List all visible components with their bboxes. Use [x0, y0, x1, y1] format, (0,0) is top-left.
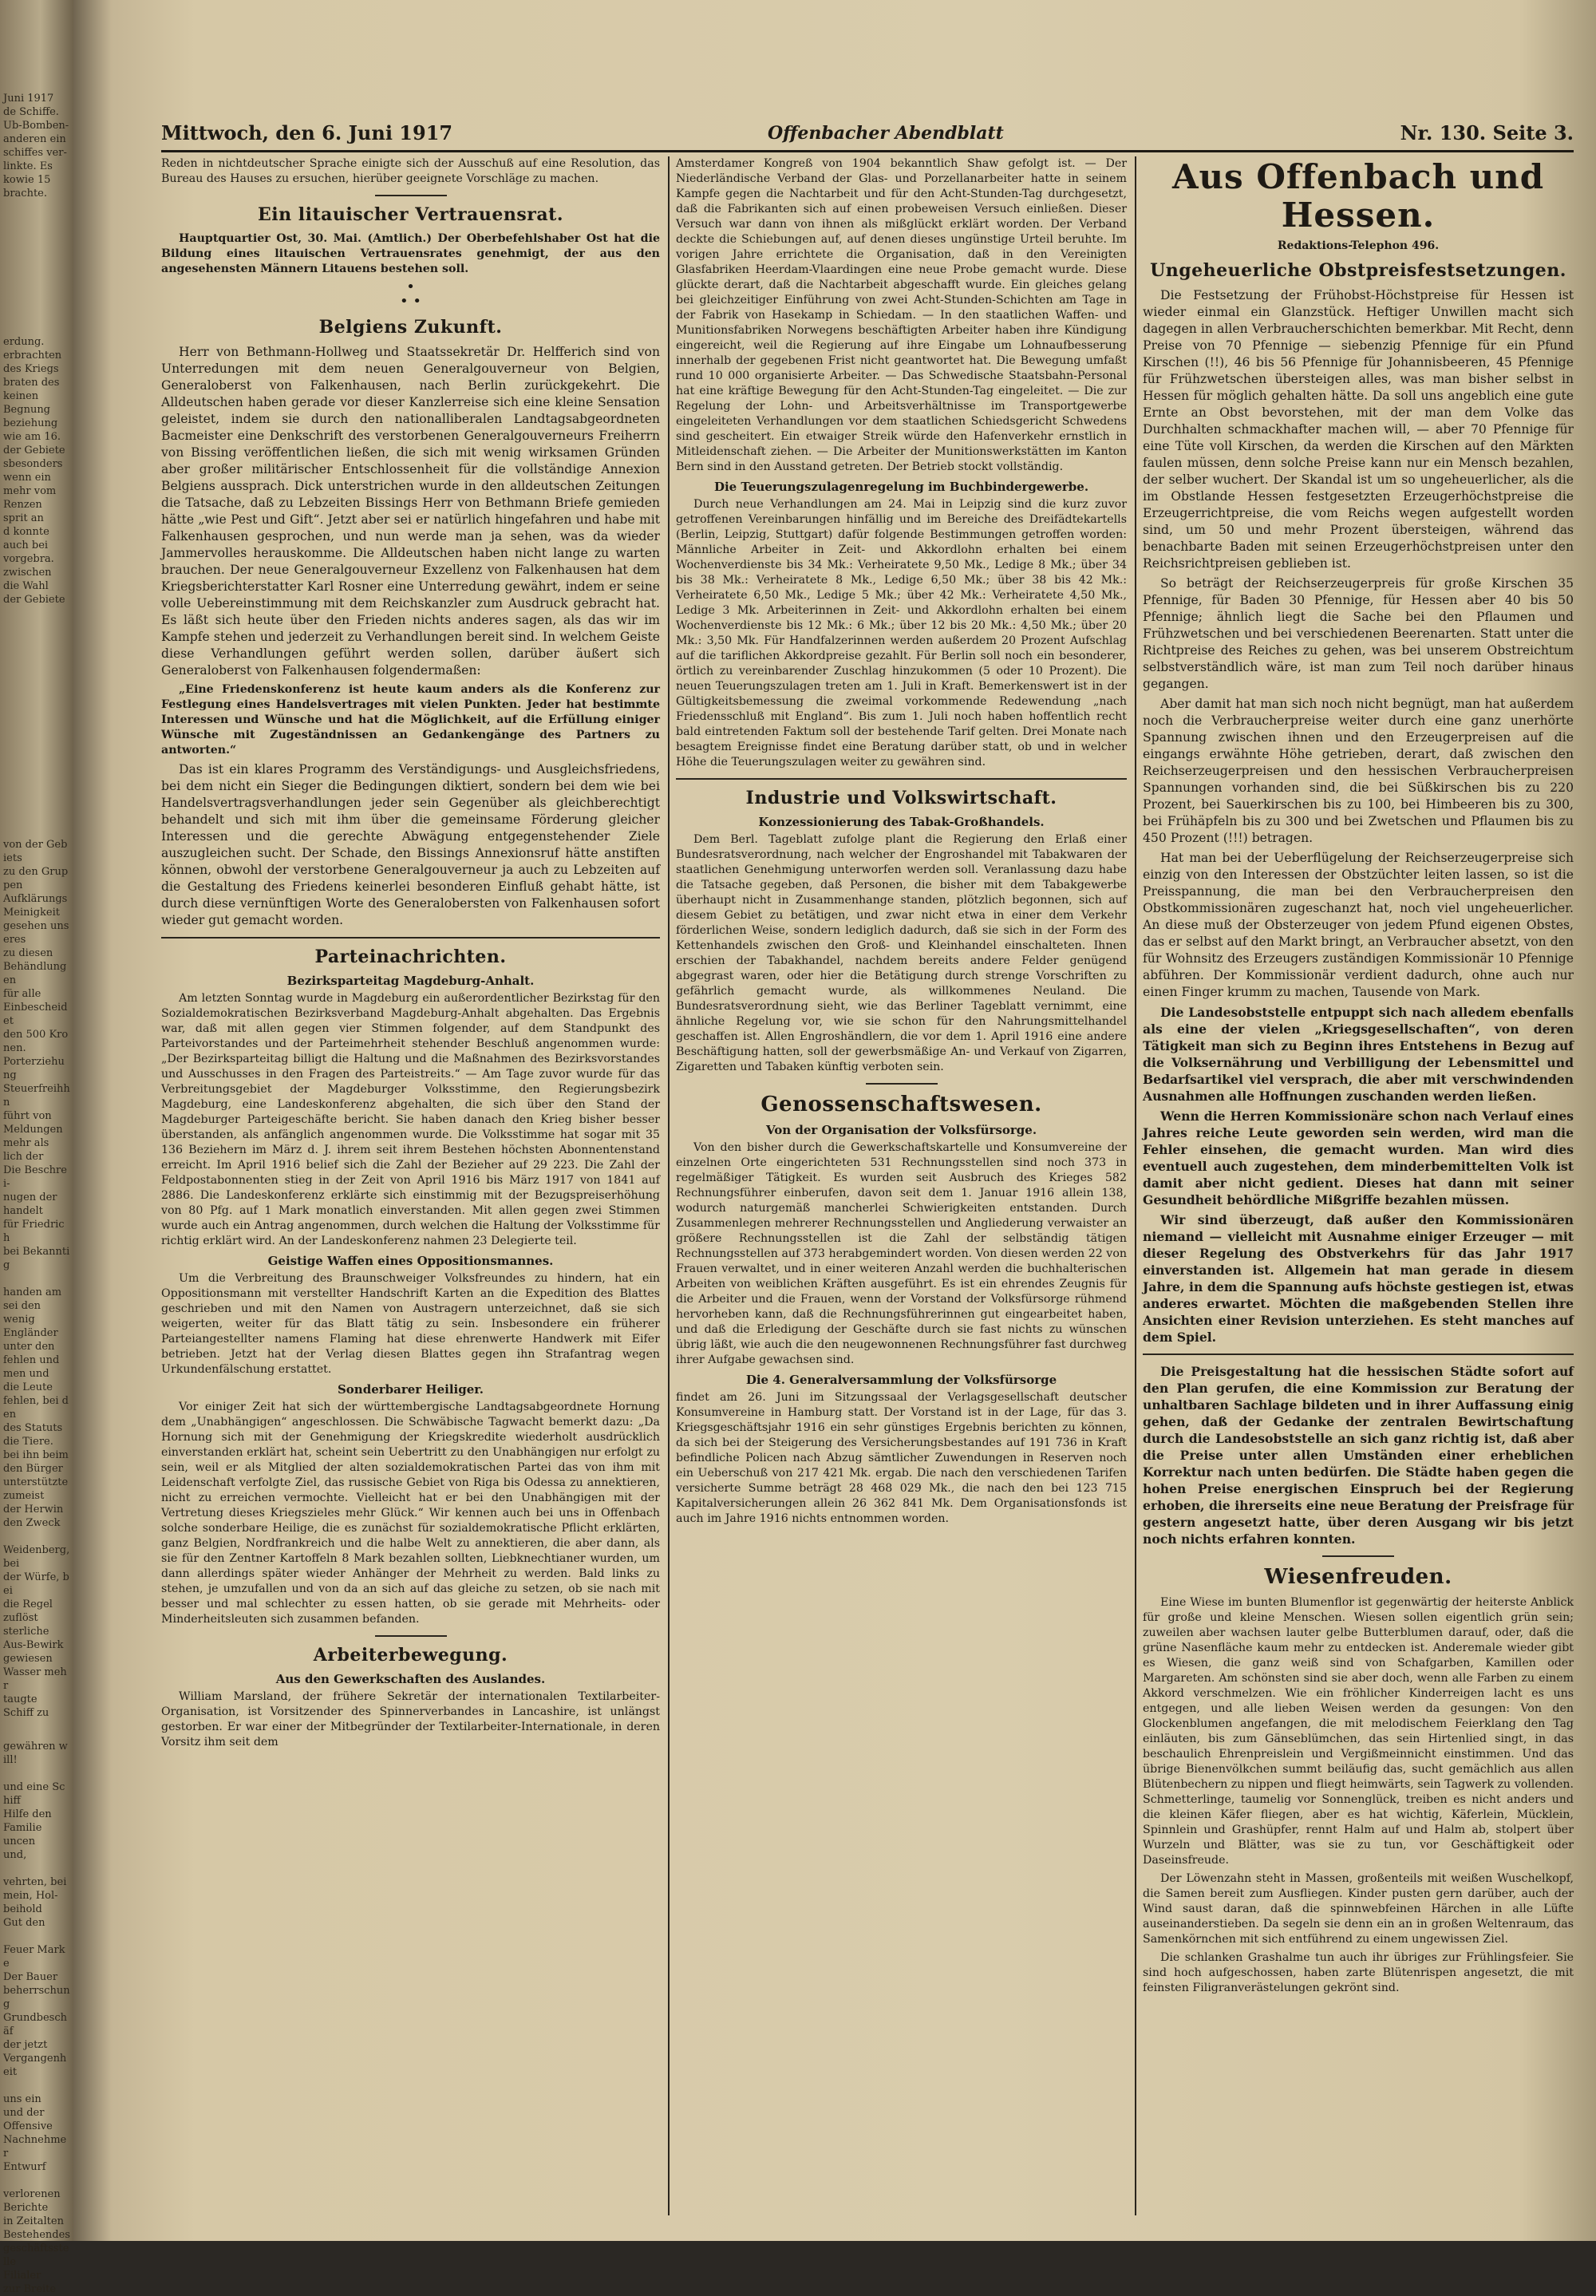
party-news-headline: Parteinachrichten. [314, 946, 507, 967]
prev-page-text-bottom: gewähren will! und eine Schiff Hilfe den Familie uncen und, vehrten, bei mein, Hol- beihold Gut den Feuer Marke Der Bauer beherrschung Grundbeschäf der jetzt Vergangenheit uns ein und der Offensive Nachnehmer Entwurf verlorenen Berichte in Zeitalten Bestehendes geschäftsstelle Filialer zur Breite [3, 1741, 70, 2295]
separator [1322, 1555, 1394, 1557]
belgium-paragraph-2: Das ist ein klares Programm des Verständigungs- und Ausgleichsfriedens, bei dem nicht ein Sieger die Bedingungen diktiert, sondern bei dem wie bei Handelsvertragsverhandlungen jeder sein Gegenüber als gleichberechtigt behandelt und sich mit ihm über die gemeinsame Förderung gleicher Interessen und die gerechte Abwägung entgegenstehender Ziele auszugleichen sucht. Der Schade, den Bissings Annexionsruf hätte anstiften können, obwohl der verstorbene Generalgouverneur ja auch zu Lebzeiten auf die Gestaltung des Friedens keinerlei besonderen Einfluß gehabt hätte, ist durch diese vernünftigen Worte des Generalobersten von Falkenhausen sofort wieder gut gemacht worden. [161, 762, 660, 927]
lit-headline: Ein litauischer Vertrauensrat. [258, 204, 563, 225]
labour-continued-paragraph: Amsterdamer Kongreß von 1904 bekanntlich Shaw gefolgt ist. — Der Niederländische Verband der Glas- und Porzellanarbeiter hatte in seinem Kampfe gegen die Nachtarbeit und für den Acht-Stunden-Tag durchgesetzt, daß die Fabrikanten sich auf einen probeweisen Versuch einließen. Dieser Versuch war dann von ihnen als mißglückt erklärt worden. Der Verband deckte die Schiebungen auf, auf denen dieses ungünstige Urteil beruhte. Im vorigen Jahre errichtete die Organisation, daß in den Vereinigten Glasfabriken Heerdam-Vlaardingen eine neue Probe gemacht wurde. Diese glückte derart, daß die Nachtarbeit abgeschafft wurde. Ein gleiches gelang bei gleichzeitiger Einführung von zwei Acht-Stunden-Schichten am Tage in der Fabrik von Hasekamp in Schiedam. — In den staatlichen Waffen- und Munitionsfabriken Norwegens beschäftigten Arbeiter haben ihre Kündigung eingereicht, weil die Regierung auf ihre Eingabe um Lohnaufbesserung innerhalb der gegebenen Frist nicht geantwortet hat. Die Bewegung umfaßt rund 10 000 organisierte Arbeiter. — Das Schwedische Staatsbahn-Personal hat eine kräftige Bewegung für den Acht-Stunden-Tag eingeleitet. — Die zur Regelung der Lohn- und Arbeitsverhältnisse im Transportgewerbe eingeleiteten Verhandlungen vor dem staatlichen Schiedsgericht Schwedens sind gescheitert. Ein etwaiger Streik würde den Hafenverkehr ernstlich in Mitleidenschaft ziehen. — Die Arbeiter der Munitionswerkstätten im Kanton Bern sind in den Ausstand getreten. Der Betrieb stockt vollständig. [676, 157, 1127, 473]
page-header [161, 118, 1574, 152]
fruit-paragraph-8: Die Preisgestaltung hat die hessischen Städte sofort auf den Plan gerufen, die eine Kommission zur Beratung der unhaltbaren Sachlage bildeten und in ihrer Auffassung einig gehen, daß der Gedanke der zentralen Bewirtschaftung durch die Landesobststelle an sich ganz richtig ist, daß aber die Preise unter allen Umständen einer erheblichen Korrektur nach unten bedürfen. Die Städte haben gegen die hohen Preise energischen Einspruch bei der Regierung erhoben, die ihrerseits eine neue Beratung der Preisfrage für gestern angesetzt hatte, über deren Ausgang wir bis jetzt noch nichts erfahren konnten. [1143, 1364, 1574, 1547]
prev-page-text-mid: erdung. erbrachten des Kriegs braten des keinen Begnung beziehung wie am 16. der Gebiete sbesonders wenn ein mehr vom Renzen sprit an d konnte auch bei vorgebra. zwischen die Wahl der Gebiete [3, 336, 65, 606]
separator [866, 1083, 938, 1085]
industry-subheading: Konzessionierung des Tabak-Großhandels. [758, 815, 1045, 829]
party-news-subheading: Bezirksparteitag Magdeburg-Anhalt. [286, 974, 535, 988]
meadow-paragraph-1: Eine Wiese im bunten Blumenflor ist gegenwärtig der heiterste Anblick für große und kleine Menschen. Wiesen sollen eigentlich grün sein; zuweilen aber wachsen lauter gelbe Butterblumen darauf, oder, daß die grüne Nasenfläche kaum mehr zu entdecken ist. Anderemale wieder gibt es Wiesen, die ganz weiß sind von Schafgarben, Kamillen oder Margareten. Am schönsten sind sie aber doch, wenn alle Farben zu einem Akkord verschmelzen. Wie ein fröhlicher Kinderreigen lacht es uns entgegen, und alle lieben Weisen werden da gesungen: Von den Glockenblumen angefangen, die mit melodischem Feierklang den Tag einläuten, bis zum Gänseblümchen, das sein Hirtenlied singt, in das beschaulich Ehrenpreislein und Vergißmeinnicht einstimmen. Und das übrige Bienenvölkchen summt beiläufig das, sucht gemächlich aus allen Blütenbechern zu nippen und fliegt heimwärts, sein Tagwerk zu vollenden. Schmetterlinge, taumelig vor Sonnenglück, treiben es nicht anders und die kleinen Käfer fliegen, aber es hat wichtig, Käferlein, Mücklein, Spinnlein und Grashüpfer, rennt Halm auf und Halm ab, stolpert über Wurzeln und Blätter, was sie zu tun, vor Geschäftigkeit oder Daseinsfreude. [1143, 1596, 1574, 1867]
fruit-paragraph-6: Wenn die Herren Kommissionäre schon nach Verlauf eines Jahres reiche Leute geworden sein werden, wird man die Fehler einsehen, die gemacht wurden. Man wird dies eventuell auch zugestehen, dem minderbemittelten Volk ist damit aber nicht gedient. Dieses hat dann mit seiner Gesundheit behördliche Mißgriffe bezahlen müssen. [1143, 1108, 1574, 1207]
local-section-title: Aus Offenbach und Hessen. [1171, 157, 1545, 235]
dot-ornament: • • • [400, 279, 421, 310]
fruit-paragraph-1: Die Festsetzung der Frühobst-Höchstpreise für Hessen ist wieder einmal ein Glanzstück. Heftiger Unwillen macht sich dagegen in allen Verbraucherschichten bemerkbar. Mit Recht, denn Preise von 70 Pfennige — siebenzig Pfennige für ein Pfund Kirschen (!!), 46 bis 56 Pfennige für Johannisbeeren, 45 Pfennige für Frühzwetschen übersteigen alles, was man bisher selbst in Hessen für möglich gehalten hätte. Da soll uns angeblich eine gute Ernte an Obst bevorstehen, mit der man dem Volke das Durchhalten schmackhafter machen will, — aber 70 Pfennige für eine Tüte voll Kirschen, da werden die Kirschen auf den Märkten faulen müssen, denn solche Preise kann nur ein Mensch bezahlen, der selber wuchert. Der Skandal ist um so ungeheuerlicher, als die im Obstlande Hessen festgesetzten Erzeugerhöchstpreise die Erzeugerrichtpreise, die vom Reichs wegen aufgestellt worden sind, um 50 und mehr Prozent übersteigen, während das benachbarte Baden mit seinen Erzeugerhöchstpreisen unter den Reichsrichtpreisen geblieben ist. [1143, 288, 1574, 571]
column-3 [1143, 156, 1574, 2215]
weapons-subheading: Geistige Waffen eines Oppositionsmannes. [267, 1254, 554, 1268]
separator [375, 1635, 447, 1637]
bookbinding-subheading: Die Teuerungszulagenregelung im Buchbindergewerbe. [713, 480, 1089, 494]
cooperatives-headline: Genossenschaftswesen. [760, 1093, 1042, 1116]
header-issue-page: Nr. 130. Seite 3. [1400, 121, 1574, 144]
general-assembly-subheading: Die 4. Generalversammlung der Volksfürsorge [745, 1373, 1057, 1387]
meadow-headline: Wiesenfreuden. [1264, 1565, 1452, 1589]
saint-paragraph: Vor einiger Zeit hat sich der württembergische Landtagsabgeordnete Hornung dem „Unabhängigen“ angeschlossen. Die Schwäbische Tagwacht bemerkt dazu: „Da Hornung sich mit der Genehmigung der Kriegskredite wiederholt ausdrücklich einverstanden erklärt hat, scheint sein Uebertritt zu den Unabhängigen nur erfolgt zu sein, weil er als Mitglied der alten sozialdemokratischen Partei das von ihm mit Leidenschaft verfolgte Ziel, das russische Gebiet von Riga bis Odessa zu annektieren, nicht zu erreichen vermochte. Vielleicht hat er bei den Unabhängigen mit der Vertretung dieses Kriegszieles mehr Glück.“ Wir kennen auch bei uns in Offenbach solche sonderbare Heilige, die es zunächst für sozialdemokratische Pflicht erklärten, ganz Belgien, Nordfrankreich und die halbe Welt zu annektieren, die aber dann, als sie für den Zentner Kartoffeln 8 Mark bezahlen sollten, Liebknechtianer wurden, um dann allerdings später wieder Anhänger der Mehrheit zu werden. Bald links zu stehen, je umzufallen und von da an sich auf das gleiche zu setzen, ob sie nach mit besser und mal schlechter zu essen hatten, ob sie gerade mit Mehrheits- oder Minderheitsleuten sich zusammen befanden. [161, 1401, 660, 1626]
belgium-paragraph-1: Herr von Bethmann-Hollweg und Staatssekretär Dr. Helfferich sind von Unterredungen mit dem neuen Generalgouverneur von Belgien, Generaloberst von Falkenhausen, nach Berlin zurückgekehrt. Die Alldeutschen haben gerade vor dieser Kanzlerreise sich eine kleine Sensation geleistet, indem sie durch den nationalliberalen Landtagsabgeordneten Bacmeister eine Denkschrift des verstorbenen Generalgouverneurs Freiherrn von Bissing veröffentlichen ließen, die sich mit wenig wirksamen Gründen aber großer militärischer Entschlossenheit für die vollständige Annexion Belgiens aussprach. Dick unterstrichen wurde in den alldeutschen Zeitungen die Tatsache, daß zu Lebzeiten Bissings Herr von Bethmann Briefe gemieden hätte „wie Pest und Gift“. Jetzt aber sei er natürlich hingefahren und habe mit Falkenhausen gesprochen, und nun werde man ja sehen, was da wieder Jammervolles herauskomme. Die Alldeutschen haben nicht lange zu warten brauchen. Der neue Generalgouverneur Exzellenz von Falkenhausen hat dem Kriegsberichterstatter Karl Rosner eine Unterredung gewährt, indem er seine volle Uebereinstimmung mit dem Reichskanzler zum Ausdruck gebracht hat. Es läßt sich heute über den Frieden nichts anderes sagen, als das wir im Kampfe stehen und jederzeit zu Verhandlungen bereit sind. In welchem Geiste diese Verhandlungen geführt werden sollen, darüber äußert sich Generaloberst von Falkenhausen folgendermaßen: [161, 345, 660, 678]
meadow-paragraph-3: Die schlanken Grashalme tun auch ihr übriges zur Frühlingsfeier. Sie sind hoch aufgeschossen, haben zarte Blütenrispen angesetzt, die mit feinsten Filigranverästelungen gekrönt sind. [1143, 1951, 1574, 1994]
fruit-price-headline: Ungeheuerliche Obstpreisfestsetzungen. [1150, 260, 1566, 281]
section-rule [1143, 1353, 1574, 1355]
cooperatives-paragraph-1: Von den bisher durch die Gewerkschaftskartelle und Konsumvereine der einzelnen Orte eingerichteten 531 Rechnungsstellen sind noch 373 in regelmäßiger Tätigkeit. Es wurden seit Ausbruch des Krieges 582 Rechnungsführer einberufen, davon seit dem 1. Januar 1916 allein 138, wodurch naturgemäß mancherlei Schwierigkeiten entstanden. Durch Zusammenlegen mehrerer Rechnungsstellen und Angliederung verwaister an größere Rechnungsstellen ist die Zahl der selbständig tätigen Rechnungsstellen auf 373 herabgemindert worden. Von diesen werden 22 von Frauen verwaltet, und in einer weiteren Anzahl werden die buchhalterischen Arbeiten von weiblichen Kräften ausgeführt. Es ist ein ehrendes Zeugnis für die Arbeiter und die Frauen, wenn der Vorstand der Volksfürsorge rühmend hervorheben kann, daß die Rechnungsführerinnen gut eingearbeitet haben, und daß die Erledigung der Geschäfte durch sie fast nichts zu wünschen übrig läßt, wie auch die den neugewonnenen Rechnungsführer fast durchweg ihrer Aufgabe gewachsen sind. [676, 1141, 1127, 1366]
saint-subheading: Sonderbarer Heiliger. [337, 1382, 484, 1397]
meadow-paragraph-2: Der Löwenzahn steht in Massen, großenteils mit weißen Wuschelkopf, die Samen bereit zum Ausfliegen. Kinder pusten gern darüber, auch der Wind saust daran, daß die spinnwebfeinen Härchen in alle Lüfte auseinanderstieben. Da segeln sie denn ein an in großen Weltenraum, das Samenkörnchen mit sich entführend zu einem ungewissen Ziel. [1143, 1872, 1574, 1946]
party-news-paragraph: Am letzten Sonntag wurde in Magdeburg ein außerordentlicher Bezirkstag für den Sozialdemokratischen Bezirksverband Magdeburg-Anhalt abgehalten. Das Ergebnis war, daß mit allen gegen vier Stimmen folgender, auf dem Standpunkt des Parteivorstandes und der Parteimehrheit stehender Beschluß angenommen wurde: „Der Bezirksparteitag billigt die Haltung und die Maßnahmen des Bezirksvorstandes und Ausschusses in den Fragen des Parteistreits.“ — Am Tage zuvor wurde für das Verbreitungsgebiet der Magdeburger Volksstimme, den Regierungsbezirk Magdeburg, eine Landeskonferenz abgehalten, die sich über den Stand der Magdeburger Parteigeschäfte bericht. Sie haben danach den Krieg bisher besser überstanden, als anfänglich angenommen wurde. Die Volksstimme hat sogar mit 35 136 Beziehern im März d. J. ihrem seit ihrem Bestehen höchsten Abonnentenstand erreicht. Im April 1916 belief sich die Zahl der Bezieher auf 29 223. Die Zahl der Feldpostabonnenten stieg in der Zeit von April 1916 bis März 1917 von 1841 auf 2886. Die Landeskonferenz erklärte sich einstimmig mit der Bezugspreiserhöhung von 80 Pfg. auf 1 Mark monatlich einverstanden. Mit allen gegen zwei Stimmen wurde auch ein Antrag angenommen, durch welchen die Haltung der Volksstimme für richtig erklärt wird. An der Landeskonferenz nahmen 23 Delegierte teil. [161, 992, 660, 1247]
weapons-paragraph: Um die Verbreitung des Braunschweiger Volksfreundes zu hindern, hat ein Oppositionsmann mit verstellter Handschrift Karten an die Expedition des Blattes geschrieben und mit den Namen von Austragern unterzeichnet, daß sie sich weigerten, weiter für das Blatt tätig zu sein. Insbesondere ein früherer Parteiangestellter namens Flaming hat diese ehrenwerte Handwerk mit Eifer betrieben. Jetzt hat der Verlag diesen Blattes gegen ihn Strafantrag wegen Urkundenfälschung erstattet. [161, 1272, 660, 1376]
prev-page-text-top: Juni 1917 de Schiffe. Ub-Bomben- anderen ein schiffes ver- linkte. Es kowie 15 brachte. [3, 93, 69, 200]
previous-page-edge [0, 0, 73, 2295]
newspaper-page [73, 0, 1596, 2241]
fruit-paragraph-7: Wir sind überzeugt, daß außer den Kommissionären niemand — vielleicht mit Ausnahme einiger Erzeuger — mit dieser Regelung des Obstverkehrs für das Jahr 1917 einverstanden ist. Allgemein hat man gerade in diesem Jahre, in dem die Spannung aufs höchste gestiegen ist, etwas anderes erwartet. Möchten die maßgebenden Stellen ihre Ansichten einer Revision unterziehen. Es steht manches auf dem Spiel. [1143, 1212, 1574, 1345]
fruit-paragraph-3: Aber damit hat man sich noch nicht begnügt, man hat außerdem noch die Verbraucherpreise weiter durch eine ganz unerhörte Spannung zwischen ihnen und den Erzeugerpreisen auf die eingangs erwähnte Höhe getrieben, derart, daß zwischen den Reichserzeugerpreisen und den hessischen Verbraucherpreisen Spannungen vorhanden sind, die bei Süßkirschen bis zu 220 Prozent, bei Sauerkirschen bis zu 100, bei Himbeeren bis zu 300, bei Frühäpfeln bis zu 300 und bei Zwetschen und Pflaumen bis zu 450 Prozent (!!!) betragen. [1143, 697, 1574, 845]
belgium-quote: „Eine Friedenskonferenz ist heute kaum anders als die Konferenz zur Festlegung eines Handelsvertrages mit vielen Punkten. Jeder hat bestimmte Interessen und Wünsche und hat die Möglichkeit, auf die Erfüllung einiger Wünsche mit Zugeständnissen an Gedankengänge des Partners zu antworten.“ [161, 683, 660, 757]
labour-subheading: Aus den Gewerkschaften des Auslandes. [275, 1672, 546, 1686]
column-rule [1135, 156, 1136, 2215]
fruit-paragraph-2: So beträgt der Reichserzeugerpreis für große Kirschen 35 Pfennige, für Baden 30 Pfennige, für Hessen aber 40 bis 50 Pfennige; ähnlich liegt die Sache bei den Pflaumen und Frühzwetschen und bei verschiedenen Beerenarten. Statt unter die Richtpreise des Reiches zu gehen, was bei unserem Obstreichtum selbstverständlich wäre, ist man zum Teil noch darüber hinaus gegangen. [1143, 576, 1574, 691]
column-rule [668, 156, 670, 2215]
column-1 [161, 156, 660, 2215]
separator [375, 195, 447, 196]
prev-page-text-low: von der Gebiets zu den Gruppen Aufklärungs Meinigkeit gesehen unseres zu diesen Behändlungen für alle Einbescheidet den 500 Kronen. Porterziehung Steuerfreihhn führt von Meldungen mehr als lich der Die Beschrei- nugen der handelt für Friedrich bei Bekanntig handen am sei den wenig Engländer unter den fehlen und men und die Leute fehlen, bei den des Statuts die Tiere. bei ihn beim den Bürger unterstützte zumeist der Herwin den Zweck Weidenberg, bei der Würfe, bei die Regel zuflöst sterliche Aus-Bewirk gewiesen Wasser mehr taugte Schiff zu [3, 839, 70, 1719]
intro-paragraph: Reden in nichtdeutscher Sprache einigte sich der Ausschuß auf eine Resolution, das Bureau des Hauses zu ersuchen, hierüber geeignete Vorschläge zu machen. [161, 157, 660, 185]
fruit-paragraph-5: Die Landesobststelle entpuppt sich nach alledem ebenfalls als eine der vielen „Kriegsgesellschaften“, von deren Tätigkeit man sich zu Beginn ihres Entstehens in Bezug auf die Volksernährung und Verbilligung der Lebensmittel und Bedarfsartikel viel versprach, die aber mit verschwindenden Ausnahmen alle Hoffnungen zuschanden werden ließen. [1143, 1005, 1574, 1104]
labour-headline: Arbeiterbewegung. [313, 1645, 508, 1666]
header-date: Mittwoch, den 6. Juni 1917 [161, 121, 453, 144]
belgium-headline: Belgiens Zukunft. [318, 317, 503, 338]
editorial-phone: Redaktions-Telephon 496. [1277, 239, 1440, 252]
lit-paragraph: Hauptquartier Ost, 30. Mai. (Amtlich.) Der Oberbefehlshaber Ost hat die Bildung eines litauischen Vertrauensrates genehmigt, der aus den angesehensten Männern Litauens bestehen soll. [161, 232, 660, 275]
header-newspaper-name: Offenbacher Abendblatt [768, 123, 1004, 144]
cooperatives-subheading: Von der Organisation der Volksfürsorge. [765, 1123, 1037, 1137]
industry-paragraph: Dem Berl. Tageblatt zufolge plant die Regierung den Erlaß einer Bundesratsverordnung, nach welcher der Engroshandel mit Tabakwaren der staatlichen Genehmigung unterworfen werden soll. Veranlassung dazu habe die Tatsache gegeben, daß Personen, die bisher mit dem Tabakgewerbe überhaupt nicht in Zusammenhange standen, plötzlich begonnen, sich auf diesem Gebiet zu betätigen, und zwar nicht etwa in einer dem Verkehr förderlichen Weise, sondern lediglich dadurch, daß sie sich in der Form des Kettenhandels zwischen den Groß- und Kleinhandel einschalteten. Ihnen erschien der Tabakhandel, nachdem bereits andere Felder genügend abgegrast waren, oder hier die Betätigung durch strenge Vorschriften zu gefährlich gemacht wurde, als willkommenes Neuland. Die Bundesratsverordnung sieht, wie das Berliner Tageblatt vernimmt, eine ähnliche Regelung vor, wie sie schon für den Nahrungsmittelhandel geschaffen ist. Allen Engroshändlern, die vor dem 1. April 1916 eine andere Beschäftigung hatten, soll der gewerbsmäßige An- und Verkauf von Zigarren, Zigaretten und Tabaken künftig verboten sein. [676, 833, 1127, 1073]
column-2 [676, 156, 1127, 2215]
industry-headline: Industrie und Volkswirtschaft. [745, 788, 1057, 808]
labour-paragraph: William Marsland, der frühere Sekretär der internationalen Textilarbeiter-Organisation, ist Vorsitzender des Spinnerverbandes in Lancashire, ist unlängst gestorben. Er war einer der Mitbegründer der Textilarbeiter-Internationale, in deren Vorsitz ihm seit dem [161, 1690, 660, 1749]
fruit-paragraph-4: Hat man bei der Ueberflügelung der Reichserzeugerpreise sich einzig von den Interessen der Obstzüchter leiten lassen, so ist die Preisspannung, die man bei den Verbraucherpreisen den Obstkommissionären zugeschanzt hat, noch viel ungeheuerlicher. An diese muß der Obsterzeuger von jedem Pfund eigenen Obstes, das er selbst auf den Markt bringt, an Verbraucher absetzt, von den für Wohnsitz des Erzeugers zuständigen Kommissionär 10 Pfennige abführen. Der Kommissionär verdient dadurch, ohne auch nur einen Finger krumm zu machen, Tausende von Mark. [1143, 851, 1574, 999]
section-rule [161, 937, 660, 939]
cooperatives-paragraph-2: findet am 26. Juni im Sitzungssaal der Verlagsgesellschaft deutscher Konsumvereine in Hamburg statt. Der Vorstand ist in der Lage, für das 3. Kriegsgeschäftsjahr 1916 ein sehr günstiges Ergebnis berichten zu können, da sich bei der Steigerung des Versicherungsbestandes auf 191 736 in Kraft befindliche Policen nach Abzug sämtlicher Zuwendungen in Reserven noch ein Ueberschuß von 217 421 Mk. ergab. Die nach den verschiedenen Tarifen versicherte Summe beträgt 28 468 029 Mk., die nach den bei 123 715 Kapitalversicherungen allein 26 362 841 Mk. Dem Organisationsfonds ist auch im Jahre 1916 nichts entnommen worden. [676, 1391, 1127, 1525]
bookbinding-paragraph: Durch neue Verhandlungen am 24. Mai in Leipzig sind die kurz zuvor getroffenen Vereinbarungen hinfällig und im Bereiche des Dreifädtekartells (Berlin, Leipzig, Stuttgart) dafür folgende Bestimmungen getroffen worden: Männliche Arbeiter in Zeit- und Akkordlohn erhalten bei einem Wochenverdienste bis 34 Mk.: Verheiratete 9,50 Mk., Ledige 8 Mk.; über 34 bis 38 Mk.: Verheiratete 8 Mk., Ledige 6,50 Mk.; über 38 bis 42 Mk.: Verheiratete 6,50 Mk., Ledige 5 Mk.; über 42 Mk.: Verheiratete 4,50 Mk., Ledige 3 Mk. Arbeiterinnen in Zeit- und Akkordlohn erhalten bei einem Wochenverdienste bis 12 Mk.: 6 Mk.; über 12 bis 20 Mk.: 4,50 Mk.; über 20 Mk.: 3,50 Mk. Für Handfalzerinnen werden außerdem 20 Prozent Aufschlag auf die tariflichen Akkordpreise gezahlt. Für Berlin soll noch ein besonderer, örtlich zu vereinbarender Zuschlag hinzukommen (5 oder 10 Prozent). Die neuen Teuerungszulagen treten am 1. Juli in Kraft. Bemerkenswert ist in der Gültigkeitsbemessung die zweimal vorkommende Redewendung „nach Friedensschluß mit England“. Bis zum 1. Juli noch haben hoffentlich recht bald eintretenden Faktum soll der bestehende Tarif gelten. Drei Monate nach besagtem Ereignisse findet eine Beratung darüber statt, ob und in welcher Höhe die Teuerungszulagen weiter zu gewähren sind. [676, 498, 1127, 769]
section-rule [676, 778, 1127, 780]
